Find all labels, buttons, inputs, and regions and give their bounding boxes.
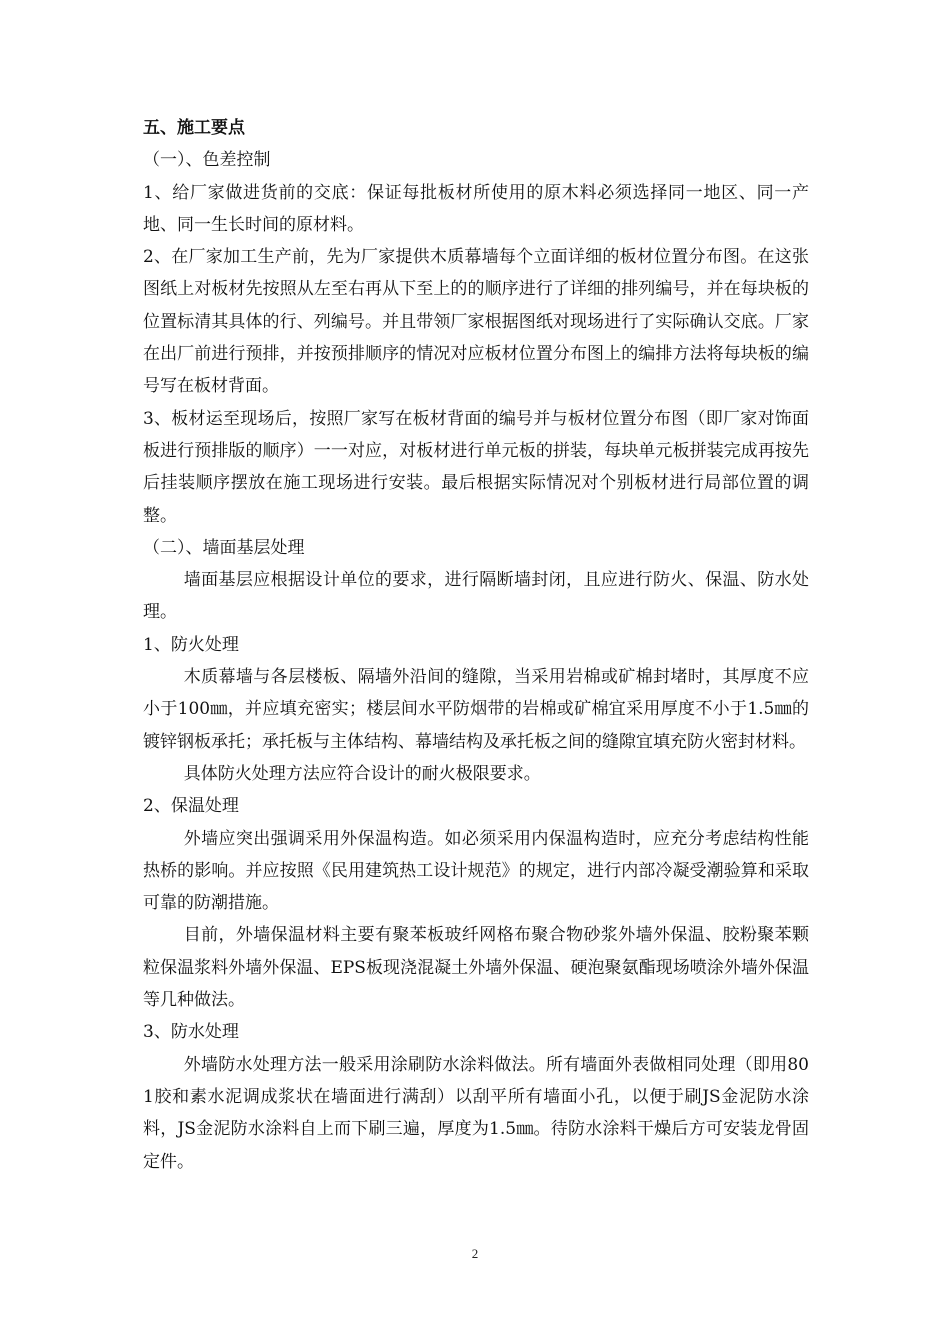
section-title: 五、施工要点 <box>143 118 245 138</box>
paragraph-waterproof-detail: 外墙防水处理方法一般采用涂刷防水涂料做法。所有墙面外表做相同处理（即用801胶和素水泥调成浆状在墙面进行满刮）以刮平所有墙面小孔，以便于刷JS金泥防水涂料，JS金泥防水涂料自上而下刷三遍，厚度为1.5㎜。待防水涂料干燥后方可安装龙骨固定件。 <box>143 1054 809 1172</box>
subsection-heading-color-control: （一）、色差控制 <box>143 150 271 171</box>
paragraph-item-2: 2、在厂家加工生产前，先为厂家提供木质幕墙每个立面详细的板材位置分布图。在这张图纸上对板材先按照从左至右再从下至上的的顺序进行了详细的排列编号，并在每块板的位置标清其具体的行、列编号。并且带领厂家根据图纸对现场进行了实际确认交底。厂家在出厂前进行预排，并按预排顺序的情况对应板材位置分布图上的编排方法将每块板的编号写在板材背面。 <box>143 247 809 397</box>
paragraph-insulation-detail: 外墙应突出强调采用外保温构造。如必须采用内保温构造时，应充分考虑结构性能热桥的影响。并应按照《民用建筑热工设计规范》的规定，进行内部冷凝受潮验算和采取可靠的防潮措施。 <box>143 828 809 914</box>
subsection-heading-wall-base: （二）、墙面基层处理 <box>143 537 305 558</box>
paragraph-wall-base-intro: 墙面基层应根据设计单位的要求，进行隔断墙封闭，且应进行防火、保温、防水处理。 <box>143 570 809 623</box>
page-number: 2 <box>471 1246 479 1261</box>
paragraph-insulation-materials: 目前，外墙保温材料主要有聚苯板玻纤网格布聚合物砂浆外墙外保温、胶粉聚苯颗粒保温浆料外墙外保温、EPS板现浇混凝土外墙外保温、硬泡聚氨酯现场喷涂外墙外保温等几种做法。 <box>143 925 809 1011</box>
paragraph-item-3: 3、板材运至现场后，按照厂家写在板材背面的编号并与板材位置分布图（即厂家对饰面板进行预排版的顺序）一一对应，对板材进行单元板的拼装，每块单元板拼装完成再按先后挂装顺序摆放在施工现场进行安装。最后根据实际情况对个别板材进行局部位置的调整。 <box>143 408 809 526</box>
item-heading-waterproof: 3、防水处理 <box>143 1022 239 1043</box>
item-heading-insulation: 2、保温处理 <box>143 796 239 817</box>
document-body <box>143 112 809 1178</box>
paragraph-item-1: 1、给厂家做进货前的交底：保证每批板材所使用的原木料必须选择同一地区、同一产地、同一生长时间的原材料。 <box>143 182 809 235</box>
item-heading-fireproof: 1、防火处理 <box>143 634 239 655</box>
paragraph-fireproof-requirement: 具体防火处理方法应符合设计的耐火极限要求。 <box>183 763 541 784</box>
paragraph-fireproof-detail: 木质幕墙与各层楼板、隔墙外沿间的缝隙，当采用岩棉或矿棉封堵时，其厚度不应小于100㎜，并应填充密实；楼层间水平防烟带的岩棉或矿棉宜采用厚度不小于1.5㎜的镀锌钢板承托；承托板与主体结构、幕墙结构及承托板之间的缝隙宜填充防火密封材料。 <box>143 667 809 752</box>
